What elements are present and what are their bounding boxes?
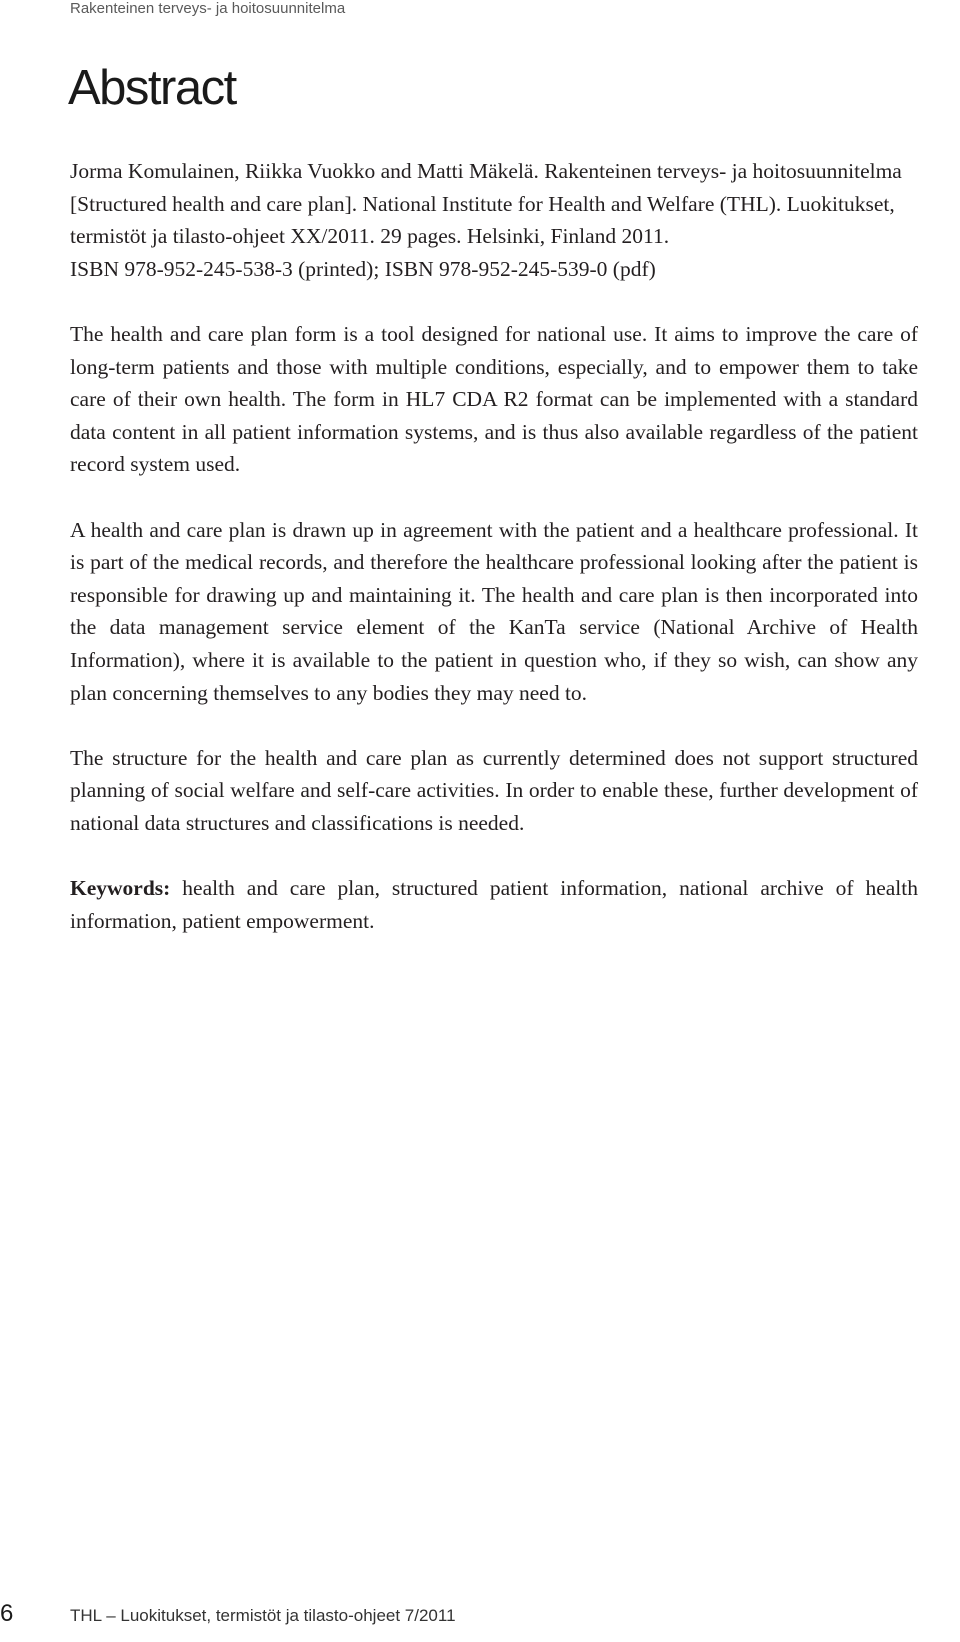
keywords-paragraph (70, 872, 918, 937)
abstract-paragraph-2: A health and care plan is drawn up in agreement with the patient and a healthcare professional. It is part of the medical records, and therefore the healthcare professional looking after the patient is responsible for drawing up and maintaining it. The health and care plan is then incorporated into the data management service element of the KanTa service (National Archive of Health Information), where it is available to the patient in question who, if they so wish, can show any plan concerning themselves to any bodies they may need to. (70, 517, 918, 705)
keywords-label: Keywords: (70, 876, 171, 901)
page-title: Abstract (68, 61, 236, 115)
abstract-paragraph-1: The health and care plan form is a tool designed for national use. It aims to improve the care of long-term patients and those with multiple conditions, especially, and to empower them to take care of their own health. The form in HL7 CDA R2 format can be implemented with a standard data content in all patient information systems, and is thus also available regardless of the patient record system used. (70, 321, 918, 477)
page-number: 6 (0, 1600, 14, 1627)
keywords-text: health and care plan, structured patient information, national archive of health information, patient empowerment. (70, 876, 918, 933)
running-footer: THL – Luokitukset, termistöt ja tilasto-ohjeet 7/2011 (70, 1606, 456, 1625)
abstract-body (70, 155, 918, 970)
running-header: Rakenteinen terveys- ja hoitosuunnitelma (70, 0, 346, 17)
abstract-paragraph-3: The structure for the health and care plan as currently determined does not support structured planning of social welfare and self-care activities. In order to enable these, further development of national data structures and classifications is needed. (70, 745, 918, 835)
citation-isbn: ISBN 978-952-245-538-3 (printed); ISBN 978-952-245-539-0 (pdf) (70, 256, 656, 281)
citation-reference: Jorma Komulainen, Riikka Vuokko and Matti Mäkelä. Rakenteinen terveys- ja hoitosuunnitelma [Structured health and care plan]. National Institute for Health and Welfare (THL). Luokitukset, termistöt ja tilasto-ohjeet XX/2011. 29 pages. Helsinki, Finland 2011. (70, 159, 902, 249)
